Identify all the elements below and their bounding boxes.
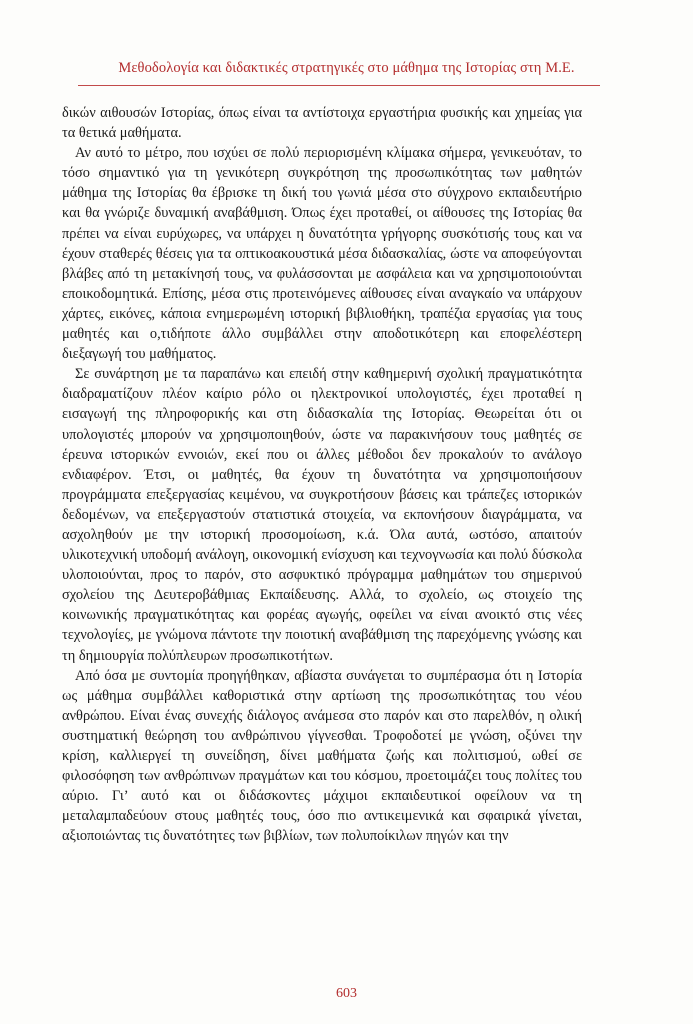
- header-rule: [78, 85, 600, 86]
- paragraph-1: δικών αιθουσών Ιστορίας, όπως είναι τα αντίστοιχα εργαστήρια φυσικής και χημείας για τα θετικά μαθήματα.: [62, 105, 582, 142]
- paragraph-3: Σε συνάρτηση με τα παραπάνω και επειδή στην καθημερινή σχολική πραγματικότητα διαδραματίζουν πλέον καίριο ρόλο οι ηλεκτρονικοί υπολογιστές, έχει προταθεί η εισαγωγή της πληροφορικής και στη διδασκαλία της Ιστορίας. Θεωρείται ότι οι υπολογιστές μπορούν να χρησιμοποιηθούν, ώστε να παρακινήσουν τους μαθητές σε έρευνα ιστορικών εννοιών, εκεί που οι άλλες μέθοδοι δεν προκαλούν το ανάλογο ενδιαφέρον. Έτσι, οι μαθητές, θα έχουν τη δυνατότητα να χρησιμοποιήσουν προγράμματα επεξεργασίας κειμένου, να συγκροτήσουν βάσεις και τράπεζες ιστορικών δεδομένων, να επεξεργαστούν στατιστικά στοιχεία, να εκπονήσουν διαγράμματα, να ασχοληθούν με την ιστορική προσομοίωση, κ.ά. Όλα αυτά, ωστόσο, απαιτούν υλικοτεχνική υποδομή ανάλογη, οικονομική ενίσχυση και τεχνογνωσία και πολύ δύσκολα υλοποιούνται, προς το παρόν, στο ασφυκτικό πρόγραμμα μαθημάτων του σημερινού σχολείου της Δευτεροβάθμιας Εκπαίδευσης. Αλλά, το σχολείο, ως στοιχείο της κοινωνικής πραγματικότητας και φορέας αγωγής, οφείλει να είναι ανοικτό στις νέες τεχνολογίες, με γνώμονα πάντοτε την ποιοτική αναβάθμιση της παρεχόμενης γνώσης και τη δημιουργία πολύπλευρων προσωπικοτήτων.: [62, 366, 582, 664]
- paragraph-2: Αν αυτό το μέτρο, που ισχύει σε πολύ περιορισμένη κλίμακα σήμερα, γενικευόταν, το τόσο σημαντικό για τη γενικότερη συγκρότηση της προσωπικότητας των μαθητών μάθημα της Ιστορίας θα έβρισκε τη δική του γωνιά μέσα στο σύγχρονο εκπαιδευτήριο και θα γνώριζε δυναμική αναβάθμιση. Όπως έχει προταθεί, οι αίθουσες της Ιστορίας θα πρέπει να είναι ευρύχωρες, να υπάρχει η δυνατότητα γρήγορης συσκότισής τους και να έχουν σταθερές θέσεις για τα οπτικοακουστικά μέσα διδασκαλίας, ώστε να αποφεύγονται βλάβες από τη μετακίνησή τους, να φυλάσσονται με ασφάλεια και να χρησιμοποιούνται εποικοδομητικά. Επίσης, μέσα στις προτεινόμενες αίθουσες είναι αναγκαίο να υπάρχουν χάρτες, εικόνες, κάποια ενημερωμένη ιστορική βιβλιοθήκη, τραπέζια εργασίας για τους μαθητές και ο,τιδήποτε άλλο συμβάλλει στην αποδοτικότερη και εποφελέστερη διεξαγωγή του μαθήματος.: [62, 145, 582, 363]
- running-header: Μεθοδολογία και διδακτικές στρατηγικές στο μάθημα της Ιστορίας στη Μ.Ε.: [118, 60, 575, 76]
- paragraph-4: Από όσα με συντομία προηγήθηκαν, αβίαστα συνάγεται το συμπέρασμα ότι η Ιστορία ως μάθημα συμβάλλει καθοριστικά στην αρτίωση της προσωπικότητας του νέου ανθρώπου. Είναι ένας συνεχής διάλογος ανάμεσα στο παρόν και στο παρελθόν, η ολική συστηματική θεώρηση του ανθρώπινου γίγνεσθαι. Τροφοδοτεί με γνώση, οξύνει την κρίση, καλλιεργεί τη συνείδηση, δίνει μαθήματα ζωής και πολιτισμού, ωθεί σε φιλοσόφηση των ανθρώπινων πραγμάτων και του κόσμου, προετοιμάζει τους πολίτες του αύριο. Γι’ αυτό και οι διδάσκοντες μάχιμοι εκπαιδευτικοί οφείλουν να τη μεταλαμπαδεύουν στους μαθητές τους, όσο πιο αντικειμενικά και σφαιρικά γίνεται, αξιοποιώντας τις δυνατότητες των βιβλίων, των πολυποίκιλων πηγών και την: [62, 667, 582, 845]
- body-text: [62, 103, 582, 846]
- page-number: 603: [336, 986, 357, 1001]
